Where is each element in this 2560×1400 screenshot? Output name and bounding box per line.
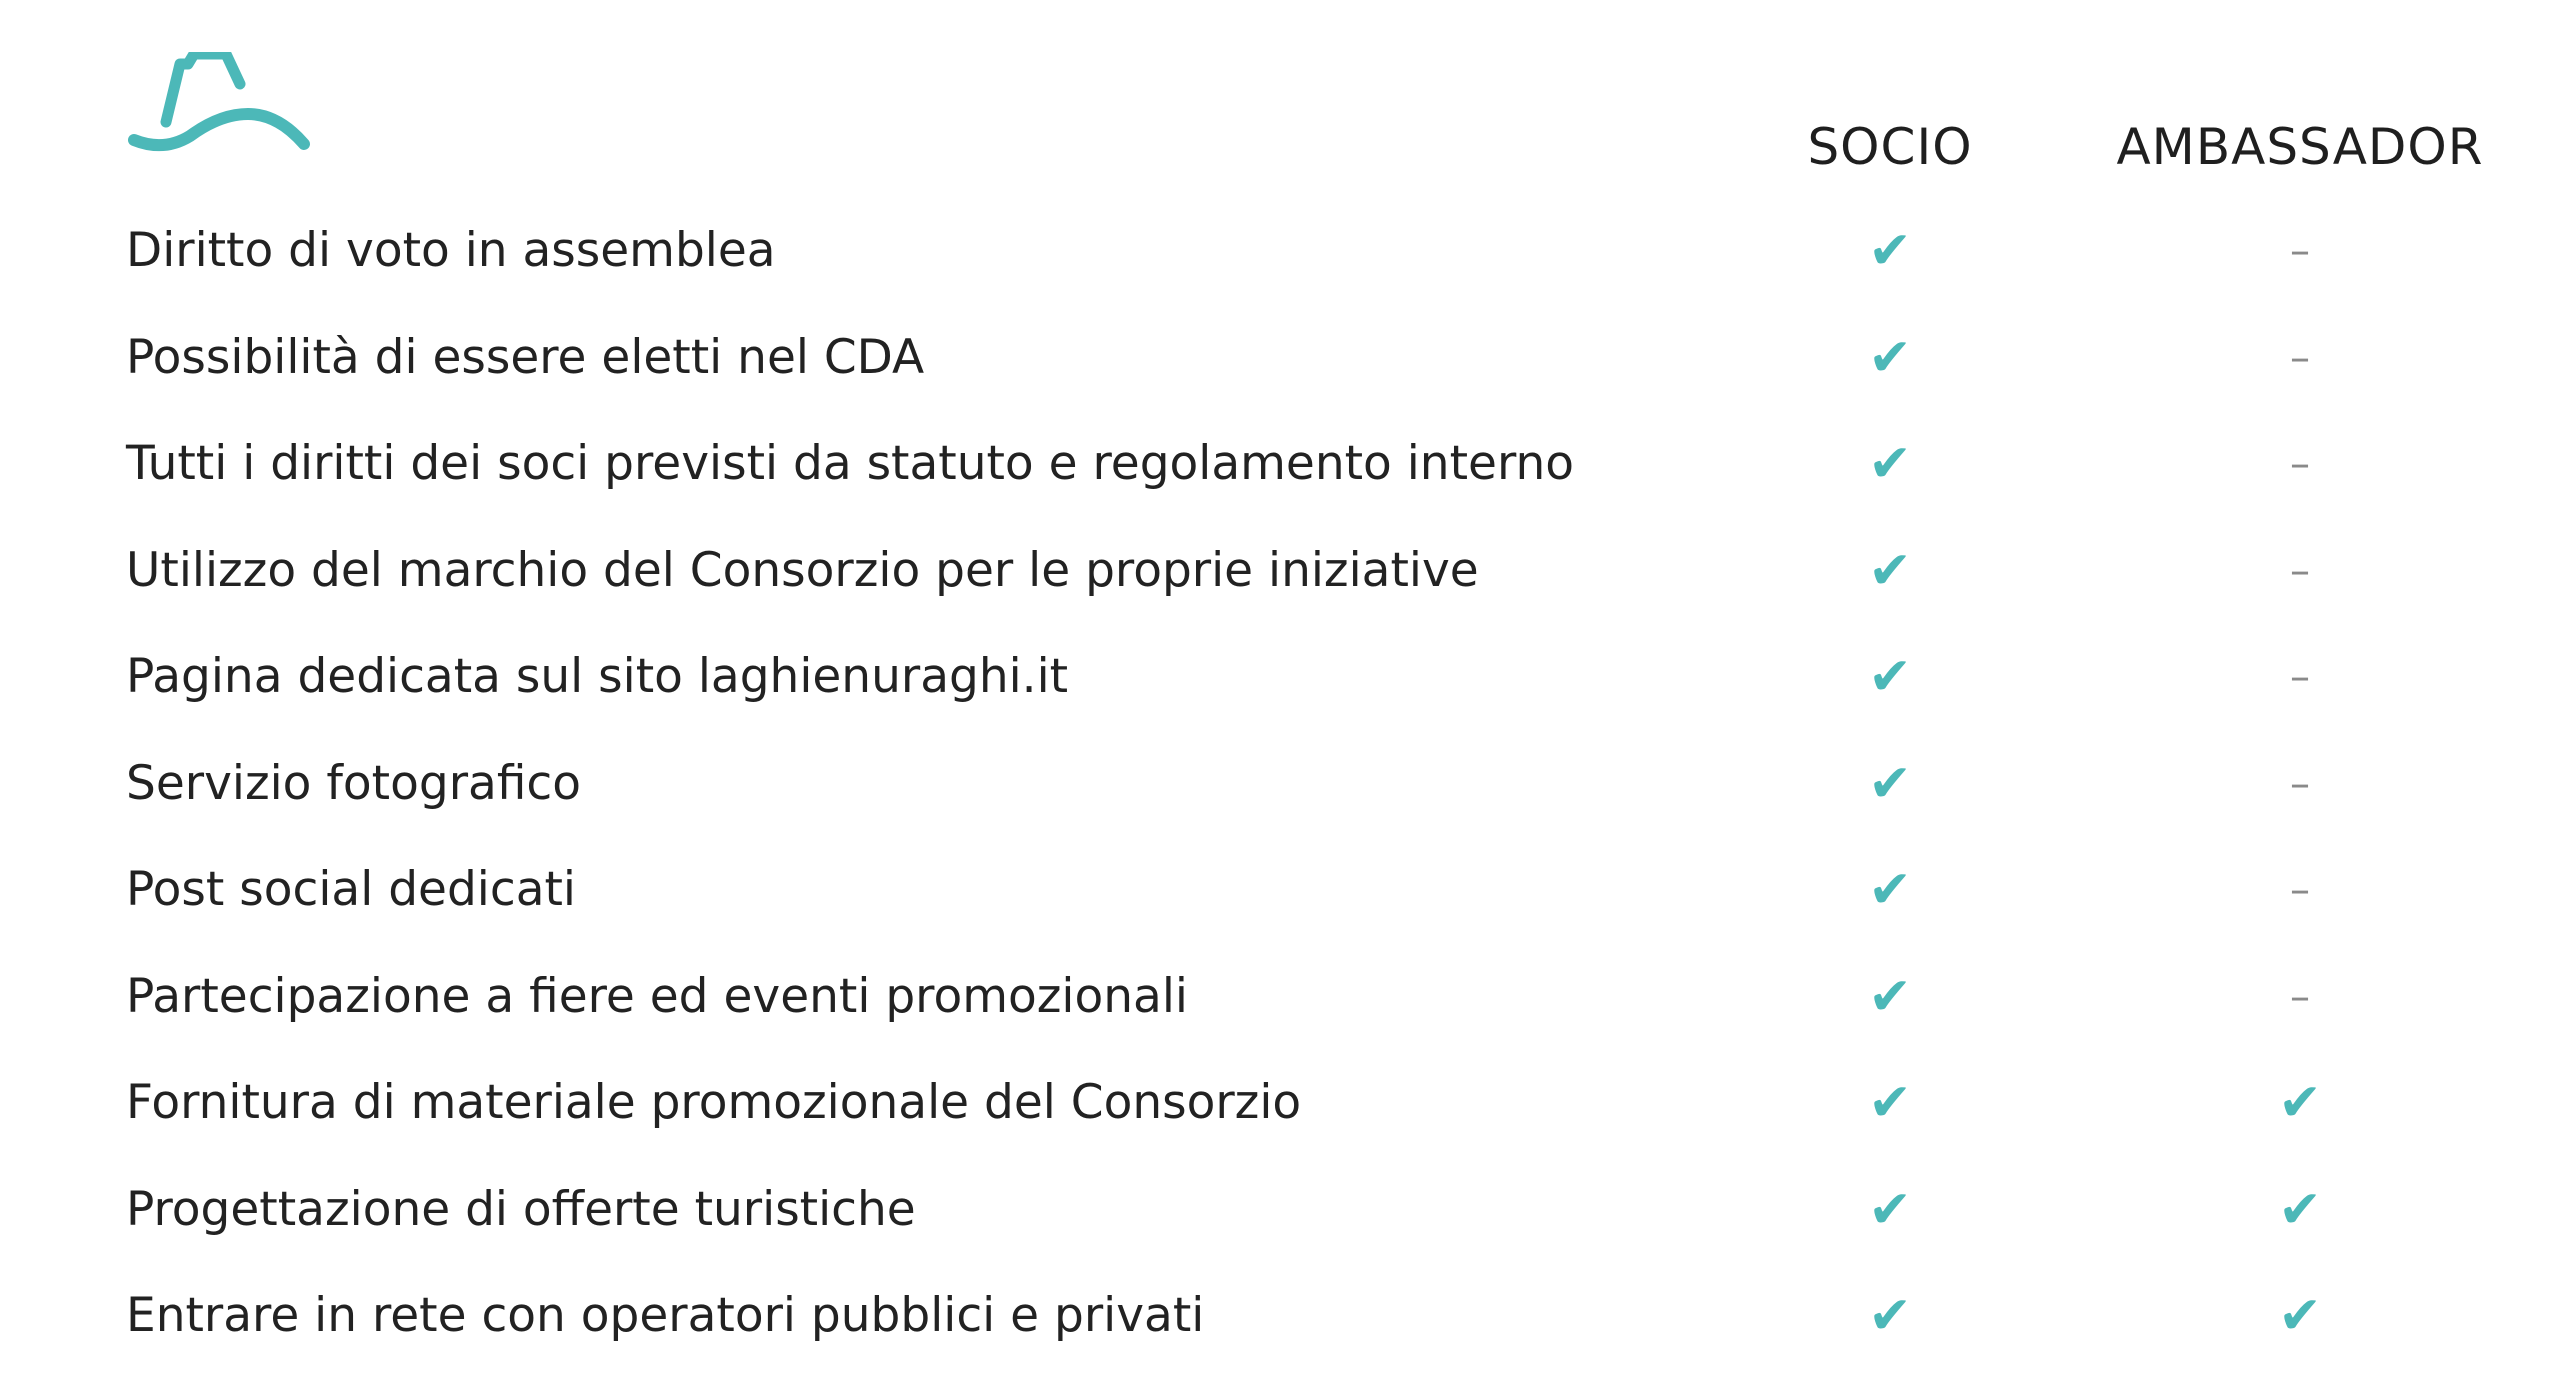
feature-label: Servizio fotografico: [126, 755, 582, 811]
feature-label: Possibilità di essere eletti nel CDA: [126, 329, 925, 385]
feature-label: Pagina dedicata sul sito laghienuraghi.it: [126, 649, 1069, 704]
feature-label: Partecipazione a fiere ed eventi promozionali: [126, 968, 1188, 1024]
ambassador-dash-icon: –: [2290, 547, 2310, 594]
table-row: [0, 429, 2560, 499]
table-row: [0, 962, 2560, 1032]
socio-check-icon: ✔: [1868, 221, 1912, 281]
ambassador-dash-icon: –: [2290, 973, 2310, 1020]
feature-label: Fornitura di materiale promozionale del Consorzio: [126, 1075, 1302, 1130]
feature-label: Progettazione di offerte turistiche: [126, 1181, 916, 1237]
ambassador-dash-icon: –: [2290, 760, 2310, 807]
table-row: [0, 216, 2560, 286]
consorzio-wave-icon: [128, 52, 314, 160]
socio-check-icon: ✔: [1868, 647, 1912, 707]
table-row: [0, 855, 2560, 925]
feature-label: Post social dedicati: [126, 862, 576, 917]
ambassador-check-icon: ✔: [2278, 1286, 2322, 1346]
ambassador-check-icon: ✔: [2278, 1073, 2322, 1133]
ambassador-dash-icon: –: [2290, 654, 2310, 700]
table-row: [0, 1175, 2560, 1245]
ambassador-dash-icon: –: [2290, 441, 2310, 487]
socio-check-icon: ✔: [1868, 1073, 1912, 1133]
feature-label: Utilizzo del marchio del Consorzio per le proprie iniziative: [126, 542, 1479, 598]
column-header-socio: SOCIO: [1807, 118, 1973, 176]
socio-check-icon: ✔: [1868, 1179, 1912, 1240]
table-row: [0, 642, 2560, 712]
socio-check-icon: ✔: [1868, 434, 1912, 494]
socio-check-icon: ✔: [1868, 327, 1912, 388]
ambassador-check-icon: ✔: [2278, 1179, 2322, 1240]
feature-label: Tutti i diritti dei soci previsti da statuto e regolamento interno: [126, 436, 1574, 491]
ambassador-dash-icon: –: [2290, 228, 2310, 274]
ambassador-dash-icon: –: [2290, 334, 2310, 381]
feature-label: Entrare in rete con operatori pubblici e privati: [126, 1288, 1205, 1343]
socio-check-icon: ✔: [1868, 966, 1912, 1027]
table-row: [0, 323, 2560, 393]
socio-check-icon: ✔: [1868, 860, 1912, 920]
socio-check-icon: ✔: [1868, 1286, 1912, 1346]
socio-check-icon: ✔: [1868, 540, 1912, 601]
table-row: [0, 1281, 2560, 1351]
feature-label: Diritto di voto in assemblea: [126, 223, 776, 278]
column-header-ambassador: AMBASSADOR: [2116, 118, 2484, 176]
table-row: [0, 1068, 2560, 1138]
socio-check-icon: ✔: [1868, 753, 1912, 814]
table-row: [0, 749, 2560, 819]
ambassador-dash-icon: –: [2290, 867, 2310, 913]
table-row: [0, 536, 2560, 606]
